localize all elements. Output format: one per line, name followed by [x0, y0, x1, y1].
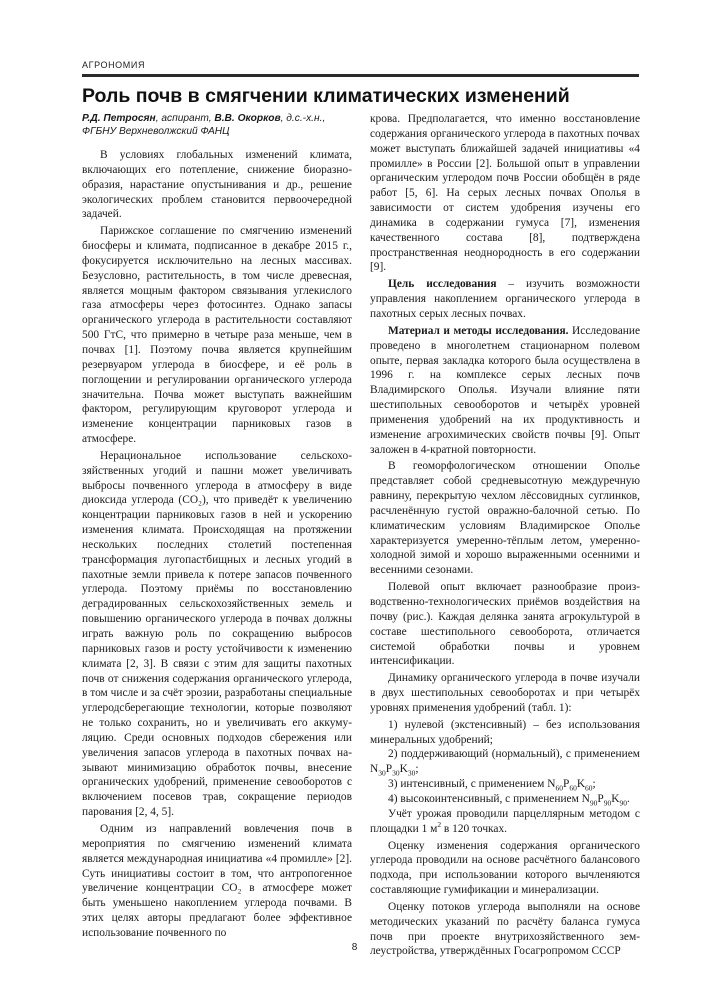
paragraph: Полевой опыт включает разнообразие производственно-технологических приёмов воздействия на почву (рис.). Каждая делянка занята агрокультурой в составе шестипольного севооборота, отличается системой обработки почвы и уровнем интенсификации.	[370, 581, 640, 668]
paragraph: Оценку изменения содержания органического углерода проводили на основе расчётного балансового подхода, при использовании которого вычленяются составляющие гумификации и минерализации.	[370, 839, 640, 897]
subscript: 90	[603, 798, 612, 808]
paragraph: крова. Предполагается, что именно восстановление содержания органического углерода в пахотных почвах может выступать ближайшей задачей инициативы «4 промилле» в России [2]. Большой опыт в управлении органическим углеродом почв России обобщён в ряде работ [5, 6]. На серых лесных почвах Ополья в зависимости от систем удобрения изучены его динамика в содержании гумуса [7], изменения качественного состава [8], подтверждена пространственная неоднородность в его содержании [9].	[370, 113, 640, 274]
list-text: 2) поддерживающий (нормальный), с применением N	[370, 748, 640, 776]
affiliation: ФГБНУ Верхневолжский ФАНЦ	[82, 126, 230, 137]
subscript: 30	[378, 768, 386, 778]
text: Учёт урожая проводили парцеллярным методом с площадки 1 м	[370, 807, 640, 835]
section-label: АГРОНОМИЯ	[82, 60, 146, 70]
paragraph: Одним из направлений вовлечения почв в мероприятия по смягчению изменений климата является международная инициатива «4 промилле» [2]. Суть инициативы состоит в том, что антропогенное увеличение концентрации CO₂ в атмосфере может быть уменьшено накоплением углерода почвами. В этих целях авторы предлагают более эффективное использование почвенного по	[82, 822, 352, 939]
page-number: 8	[351, 942, 358, 953]
paragraph: Динамику органического углерода в почве изучали в двух шестипольных севооборотах и при четырёх уровнях применения удобрений (табл. 1):	[370, 672, 640, 714]
list-text: K	[399, 763, 408, 776]
paragraph	[370, 807, 640, 837]
paragraph: Нерациональное использование сельскохозяйственных угодий и пашни может увеличивать выбросы почвенного углерода в атмосферу в виде диоксида углерода (CO₂), что приведёт к увеличению концентрации парниковых газов в ней и ускорению изменения климата. Происходящая на протяжении нескольких последних столетий постепенная трансформация лугопастбищных и лесных угодий в пахотные земли привела к потере запасов почвенного углерода. Поэтому приёмы по восстановлению деградированных сельскохозяйственных земель и повышению органического углерода в почвах должны играть важную роль по сокращению выбросов парниковых газов и росту устойчивости к изменению климата [2, 3]. В связи с этим для защиты пахотных почв от снижения содержания органического углерода, в том числе и за счёт эрозии, разработаны специальные углеродсберегающие технологии, которые позволяют не только сохранить, но и увеличивать его аккумуляцию. Среди основных подходов сбережения или увеличения запасов углерода в пахотных почвах называют минимизацию обработок почвы, внесение органических удобрений, применение севооборотов с включением посевов трав, сокращение периодов парования [2, 4, 5].	[82, 449, 352, 819]
paragraph: Оценку потоков углерода выполняли на основе методических указаний по расчёту баланса гумуса почв при проекте внутрихозяйственного землеустройства, утверждённых Госагропромом СССР	[370, 900, 640, 958]
list-item: 4) высокоинтенсивный, с применением $N_{90}P_{90}K_{90}$.	[388, 792, 630, 808]
methods-text: Исследование проведено в многолетнем стационарном полевом опыте, первая закладка которого была осуществлена в 1996 г. на комплексе серых лесных почв Владимирского Ополья. Изучали влияние пяти шестипольных севооборотов и четырёх уровней применения удобрений на их продуктивность и изменение агрохимических свойств почвы [9]. Опыт заложен в 4-кратной повторности.	[370, 324, 640, 456]
text: в 120 точках.	[441, 822, 508, 835]
author-1-role: , аспирант,	[155, 113, 215, 124]
list-item: 3) интенсивный, с применением $N_{60}P_{60}K_{60}$;	[388, 778, 596, 793]
methods-paragraph	[370, 324, 640, 458]
subscript: 60	[569, 783, 577, 793]
list-text: P	[597, 792, 604, 805]
left-column	[82, 112, 352, 943]
methods-lead: Материал и методы исследования.	[388, 324, 569, 337]
list-text: P	[385, 763, 393, 776]
subscript: 30	[407, 768, 416, 778]
author-1-name: Р.Д. Петросян	[82, 113, 156, 124]
author-2-name: В.В. Окорков	[214, 113, 281, 124]
author-2-role: , д.с.-х.н.,	[280, 113, 326, 124]
list-text: K	[576, 778, 586, 791]
superscript: 2	[437, 819, 442, 829]
paragraph: В условиях глобальных изменений климата, включающих его потепление, снижение биоразнообразия, нарастание опустынивания и др., решение экологических проблем становится первоочередной задачей.	[82, 149, 352, 221]
subscript: 60	[555, 783, 563, 793]
paragraph: Парижское соглашение по смягчению изменений биосферы и климата, подписанное в декабре 2015 г., фокусируется исключительно на лесных массивах. Безусловно, растительность, в том числе древесная, является мощным фактором связывания углекислого газа атмосферы через фотосинтез. Однако запасы органического углерода в растительности составляют 500 ГтС, что примерно в четыре раза меньше, чем в почвах [1]. Поэтому почва является крупнейшим резервуаром углерода в биосфере, и её роль в поглощении и регулировании органического углерода значительна. Почва может выступать важнейшим фактором, регулирующим круговорот углерода и изменение концентрации парниковых газов в атмосфере.	[82, 225, 352, 446]
paragraph: В геоморфологическом отношении Ополье представляет собой средневысотную междуречную равнину, перекрытую чехлом лёссовидных суглинков, расчленённую густой овражно-балочной сетью. По климатическим условиям Владимирское Ополье характеризуется умеренно-тёплым летом, умеренно-холодной зимой и хорошо выраженными осенними и весенними сезонами.	[370, 460, 640, 577]
list-text: 3) интенсивный, с применением N	[388, 778, 556, 791]
list-text: P	[562, 778, 570, 791]
right-column	[370, 112, 640, 961]
goal-text: – изучить возможности управления накоплением органического углерода в пахотных серых лесных почвах.	[370, 278, 640, 320]
goal-paragraph	[370, 277, 640, 322]
authors-block	[82, 112, 352, 138]
article-title: Роль почв в смягчении климатических изменений	[82, 85, 570, 107]
subscript: 90	[619, 798, 627, 808]
goal-lead: Цель исследования	[388, 278, 497, 291]
header-rule	[82, 74, 639, 77]
list-item: 1) нулевой (экстенсивный) – без использования минеральных удобрений;	[370, 718, 640, 746]
list-item: 2) поддерживающий (нормальный), с применением $N_{30}P_{30}K_{30}$;	[370, 748, 640, 778]
subscript: 90	[589, 798, 598, 808]
list-text: 4) высокоинтенсивный, с применением N	[388, 792, 590, 805]
subscript: 60	[585, 783, 593, 793]
list-text: K	[611, 792, 620, 805]
subscript: 30	[392, 768, 400, 778]
